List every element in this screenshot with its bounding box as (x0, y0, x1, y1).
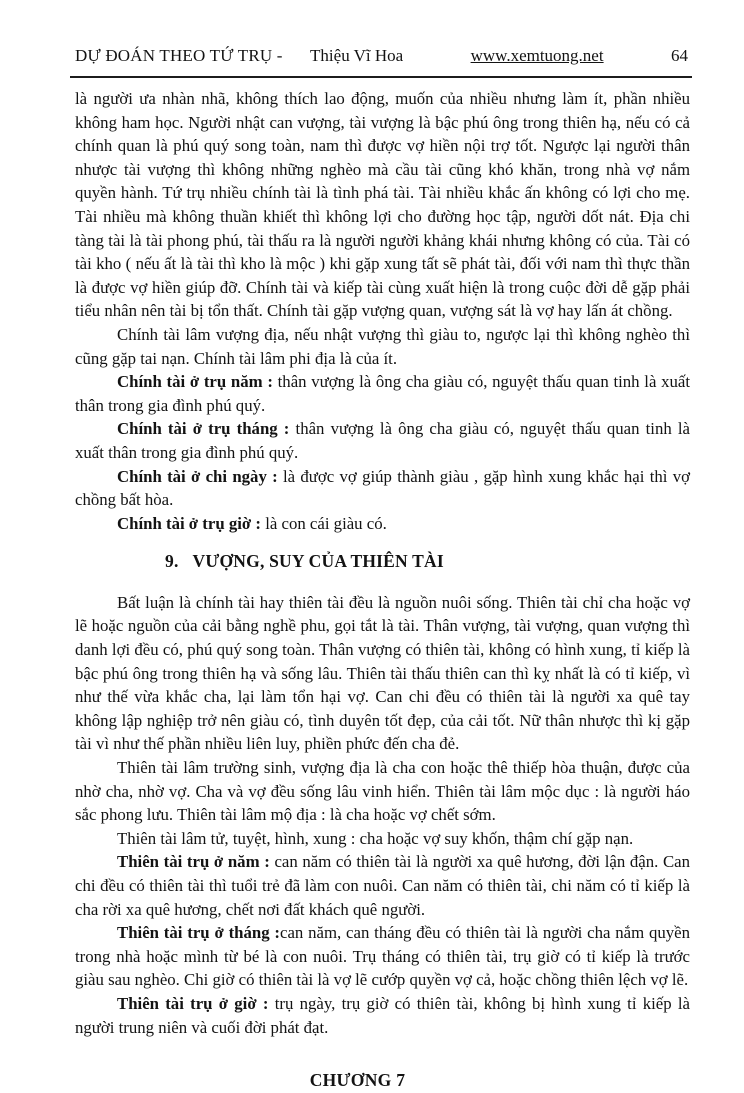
section-number: 9. (165, 551, 179, 572)
paragraph: Thiên tài trụ ở tháng :can năm, can tháng đều có thiên tài là người cha nắm quyền trong nhà hoặc mình từ bé là con nuôi. Trụ tháng có thiên tài, trụ giờ có tỉ kiếp là trước giàu sau nghèo. Chi giờ có thiên tài là vợ lẽ cướp quyền vợ cả, hoặc chồng thiên lệch vợ lẽ. (75, 923, 690, 990)
paragraph-lead: Chính tài ở trụ tháng : (117, 419, 290, 439)
paragraph: Thiên tài lâm trường sinh, vượng địa là cha con hoặc thê thiếp hòa thuận, được của nhờ cha, nhờ vợ. Cha và vợ đều sống lâu vinh hiển. Thiên tài lâm mộc dục : là người háo sắc phong lưu. Thiên tài lâm mộ địa : là cha hoặc vợ chết sớm. (75, 758, 690, 825)
paragraph: Thiên tài trụ ở giờ : trụ ngày, trụ giờ có thiên tài, không bị hình xung tỉ kiếp là người trung niên và cuối đời phát đạt. (75, 993, 691, 1037)
book-title: DỰ ĐOÁN THEO TỨ TRỤ - (75, 46, 283, 65)
chapter-heading: CHƯƠNG 7 (309, 1070, 406, 1091)
page-header (75, 46, 690, 66)
paragraph-lead: Thiên tài trụ ở giờ : (117, 993, 269, 1013)
page-body (75, 87, 690, 1093)
paragraph: là người ưa nhàn nhã, không thích lao động, muốn của nhiều nhưng làm ít, phần nhiều không ham học. Người nhật can vượng, tài vượng là bậc phú ông trong thiên hạ, nếu có cả chính quan là phú quý song toàn, nam thì được vợ hiền nội trợ tốt. Ngược lại người thân nhược tài vượng thì không những nghèo mà cầu tài cũng khó khăn, trong nhà vợ nắm quyền hành. Tứ trụ nhiều chính tài là tình phá tài. Tài nhiều khắc ấn không có lợi cho mẹ. Tài nhiều mà không thuần khiết thì không lợi cho đường học tập, người dốt nát. Địa chi tàng tài là tài phong phú, tài thấu ra là người người khảng khái nhưng không có của. Tài có tài kho ( nếu ất là tài thì kho là mộc ) khi gặp xung tất sẽ phát tài, đối với nam thì thực thần là được vợ hiền giúp đỡ. Chính tài và kiếp tài cùng xuất hiện là trong cuộc đời dễ gặp phải tiểu nhân nên tài bị tổn thất. Chính tài gặp vượng quan, vượng sát là vợ hay lấn át chồng. (75, 89, 690, 321)
paragraph: Bất luận là chính tài hay thiên tài đều là nguồn nuôi sống. Thiên tài chỉ cha hoặc vợ lẽ hoặc nguồn của cải bằng nghề phu, gọi tắt là tài. Thân vượng, tài vượng, quan vượng thì danh lợi đều có, phú quý song toàn. Thân vượng có thiên tài, không có hình xung, tỉ kiếp là bậc phú ông trong thiên hạ và sống lâu. Thiên tài thấu thiên can thì kỵ nhất là có tỉ kiếp, vì như thế vừa khắc cha, lại làm tổn hại vợ. Can chi đều có thiên tài là người xa quê tay không lập nghiệp trở nên giàu có, tình duyên tốt đẹp, của cải tốt. Nữ thân nhược thì kị gặp tài vì như thế phần nhiều liên luy, phiền phức đến cha đẻ. (75, 592, 690, 754)
paragraph-lead: Thiên tài trụ ở năm : (117, 852, 270, 872)
author-name: Thiệu Vĩ Hoa (310, 46, 404, 65)
header-divider (70, 76, 692, 78)
paragraph-lead: Chính tài ở trụ giờ : (117, 513, 261, 533)
section-heading: 9. VƯỢNG, SUY CỦA THIÊN TÀI (165, 551, 444, 572)
paragraph-lead: Thiên tài trụ ở tháng : (117, 923, 281, 943)
website-link[interactable]: www.xemtuong.net (470, 46, 604, 65)
paragraph: Chính tài ở chi ngày : là được vợ giúp thành giàu , gặp hình xung khắc hại thì vợ chồng bất hòa. (75, 466, 690, 510)
paragraph: Chính tài ở trụ giờ : là con cái giàu có. (117, 513, 387, 533)
page-number: 64 (670, 46, 688, 65)
paragraph: Chính tài ở trụ năm : thân vượng là ông cha giàu có, nguyệt thấu quan tinh là xuất thân trong gia đình phú quý. (75, 372, 690, 415)
paragraph-lead: Chính tài ở trụ năm : (117, 372, 273, 392)
paragraph: Thiên tài lâm tử, tuyệt, hình, xung : cha hoặc vợ suy khốn, thậm chí gặp nạn. (117, 828, 634, 848)
paragraph: Chính tài lâm vượng địa, nếu nhật vượng thì giàu to, ngược lại thì không nghèo thì cũng gặp tai nạn. Chính tài lâm phi địa là của ít. (75, 324, 690, 368)
paragraph: Thiên tài trụ ở năm : can năm có thiên tài là người xa quê hương, đời lận đận. Can chi đều có thiên tài thì tuổi trẻ đã làm con nuôi. Can năm có thiên tài, chi năm có tỉ kiếp là cha rời xa quê hương, chết nơi đất khách quê người. (75, 852, 690, 919)
paragraph: Chính tài ở trụ tháng : thân vượng là ông cha giàu có, nguyệt thấu quan tinh là xuất thân trong gia đình phú quý. (75, 419, 690, 462)
paragraph-lead: Chính tài ở chi ngày : (117, 466, 278, 486)
